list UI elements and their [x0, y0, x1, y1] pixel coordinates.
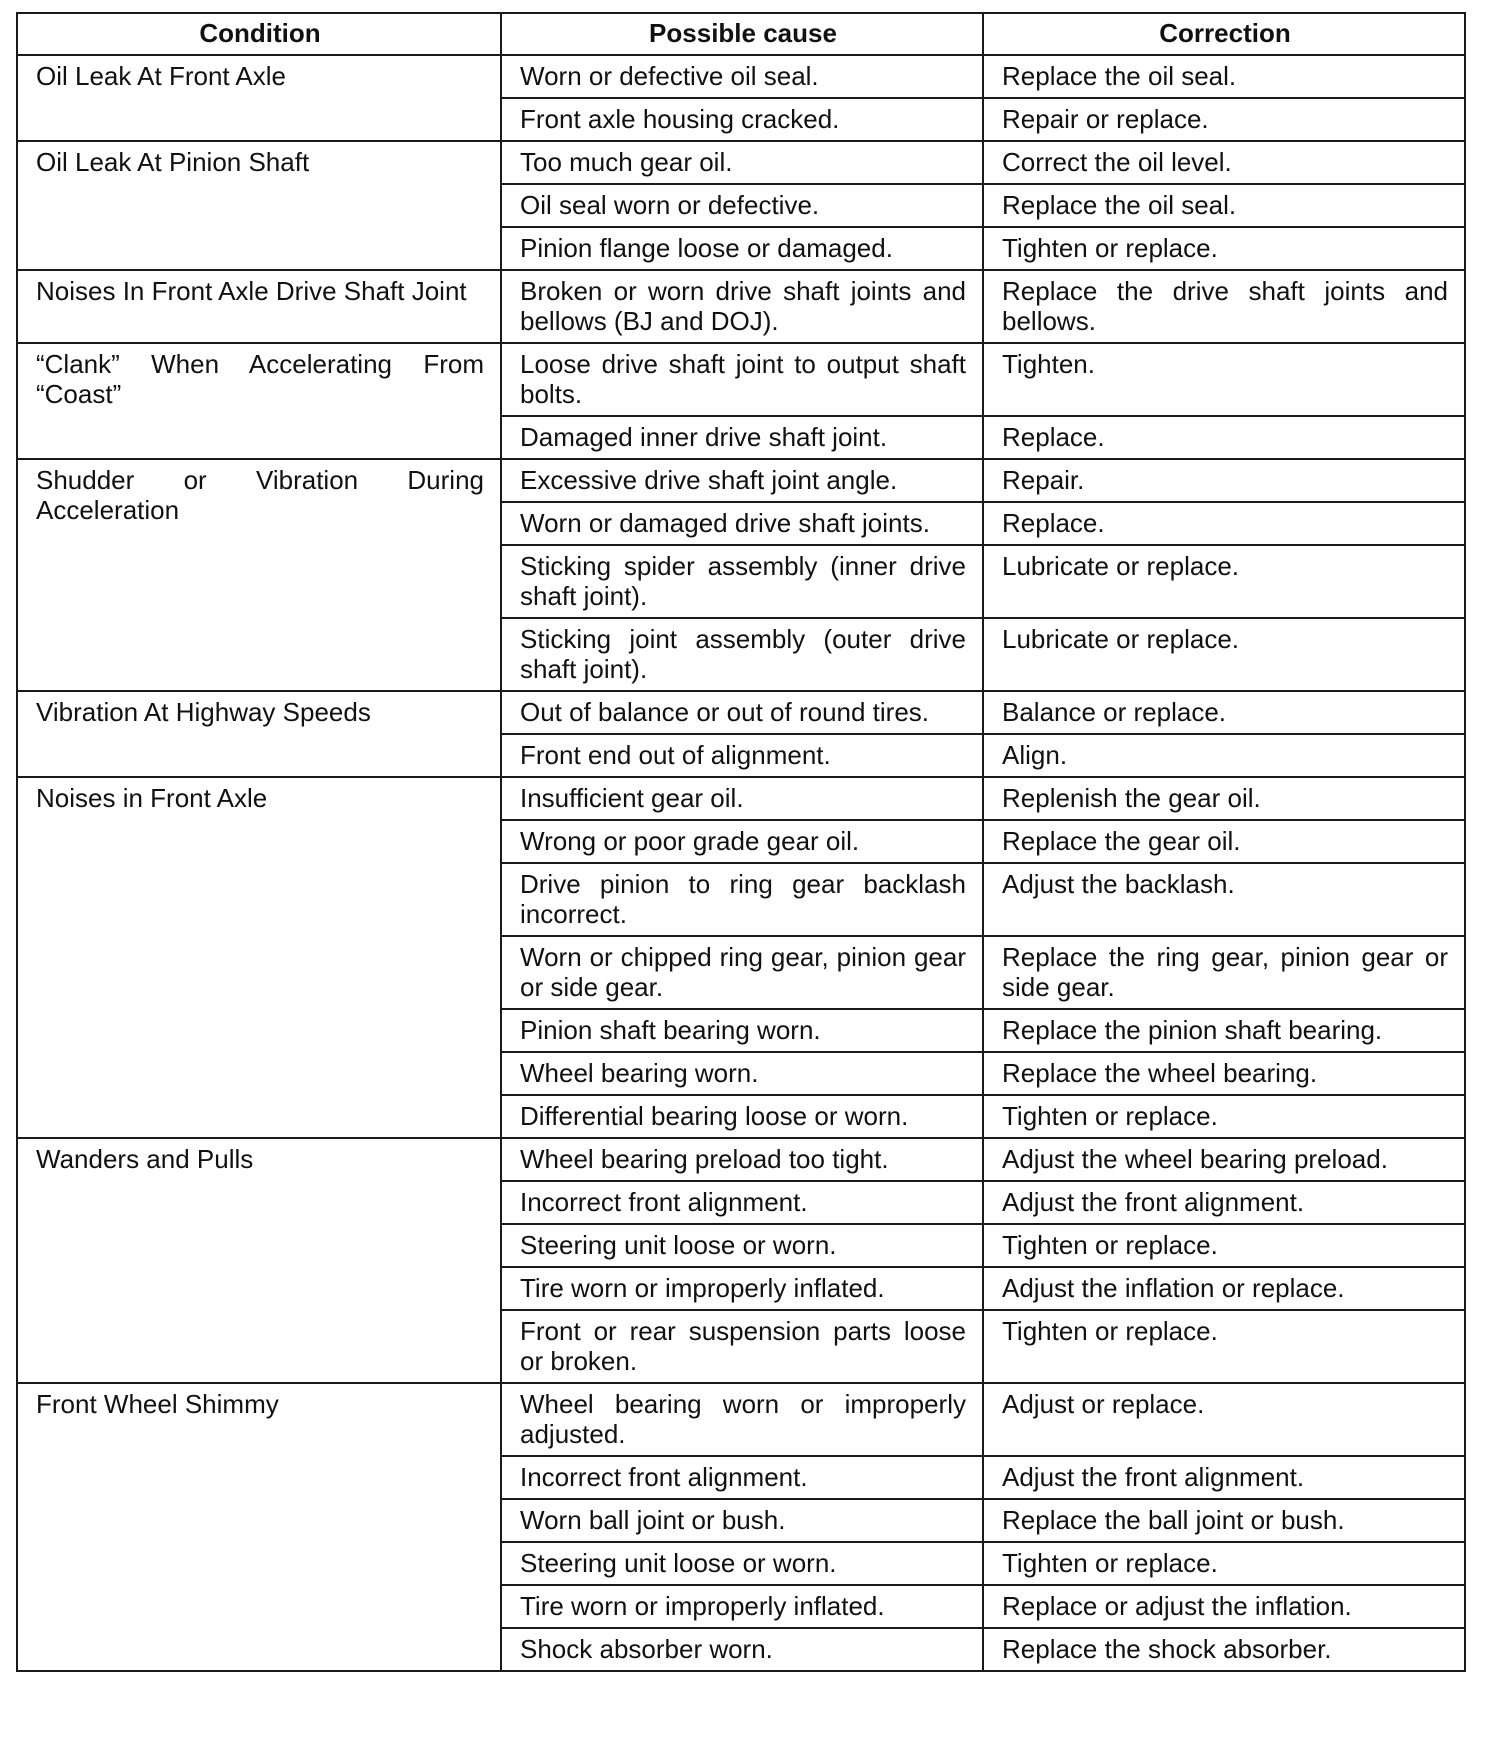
- correction-cell: Balance or replace.: [983, 691, 1465, 734]
- possible-cause-cell: Drive pinion to ring gear backlash incorrect.: [501, 863, 983, 936]
- possible-cause-cell: Tire worn or improperly inflated.: [501, 1267, 983, 1310]
- possible-cause-cell: Worn or defective oil seal.: [501, 55, 983, 98]
- possible-cause-cell: Too much gear oil.: [501, 141, 983, 184]
- possible-cause-cell: Differential bearing loose or worn.: [501, 1095, 983, 1138]
- correction-cell: Replace the ball joint or bush.: [983, 1499, 1465, 1542]
- header-row: [17, 13, 1465, 55]
- condition-cell: Shudder or Vibration During Acceleration: [17, 459, 501, 691]
- correction-cell: Adjust the front alignment.: [983, 1181, 1465, 1224]
- table-row: [17, 343, 1465, 416]
- possible-cause-cell: Worn or damaged drive shaft joints.: [501, 502, 983, 545]
- possible-cause-cell: Front or rear suspension parts loose or broken.: [501, 1310, 983, 1383]
- correction-cell: Replace or adjust the inflation.: [983, 1585, 1465, 1628]
- troubleshooting-sheet: [16, 12, 1464, 1672]
- correction-cell: Replace the shock absorber.: [983, 1628, 1465, 1671]
- possible-cause-cell: Incorrect front alignment.: [501, 1181, 983, 1224]
- condition-cell: Oil Leak At Front Axle: [17, 55, 501, 141]
- possible-cause-cell: Pinion shaft bearing worn.: [501, 1009, 983, 1052]
- possible-cause-cell: Steering unit loose or worn.: [501, 1224, 983, 1267]
- correction-cell: Align.: [983, 734, 1465, 777]
- correction-cell: Replace the drive shaft joints and bellows.: [983, 270, 1465, 343]
- table-row: [17, 459, 1465, 502]
- correction-cell: Adjust the wheel bearing preload.: [983, 1138, 1465, 1181]
- correction-cell: Tighten or replace.: [983, 1542, 1465, 1585]
- possible-cause-cell: Tire worn or improperly inflated.: [501, 1585, 983, 1628]
- possible-cause-cell: Out of balance or out of round tires.: [501, 691, 983, 734]
- condition-cell: Oil Leak At Pinion Shaft: [17, 141, 501, 270]
- correction-cell: Repair or replace.: [983, 98, 1465, 141]
- possible-cause-cell: Loose drive shaft joint to output shaft bolts.: [501, 343, 983, 416]
- possible-cause-cell: Front axle housing cracked.: [501, 98, 983, 141]
- correction-cell: Tighten or replace.: [983, 1095, 1465, 1138]
- possible-cause-cell: Sticking joint assembly (outer drive shaft joint).: [501, 618, 983, 691]
- possible-cause-cell: Steering unit loose or worn.: [501, 1542, 983, 1585]
- correction-cell: Replace the wheel bearing.: [983, 1052, 1465, 1095]
- possible-cause-cell: Wheel bearing worn or improperly adjusted.: [501, 1383, 983, 1456]
- correction-cell: Correct the oil level.: [983, 141, 1465, 184]
- header-possible-cause: Possible cause: [501, 13, 983, 55]
- correction-cell: Replace the ring gear, pinion gear or side gear.: [983, 936, 1465, 1009]
- correction-cell: Lubricate or replace.: [983, 618, 1465, 691]
- correction-cell: Replace the oil seal.: [983, 184, 1465, 227]
- table-row: [17, 141, 1465, 184]
- table-row: [17, 1383, 1465, 1456]
- possible-cause-cell: Oil seal worn or defective.: [501, 184, 983, 227]
- table-row: [17, 1138, 1465, 1181]
- correction-cell: Adjust the inflation or replace.: [983, 1267, 1465, 1310]
- condition-cell: Noises in Front Axle: [17, 777, 501, 1138]
- header-correction: Correction: [983, 13, 1465, 55]
- possible-cause-cell: Worn ball joint or bush.: [501, 1499, 983, 1542]
- table-row: [17, 55, 1465, 98]
- table-row: [17, 270, 1465, 343]
- correction-cell: Tighten or replace.: [983, 227, 1465, 270]
- correction-cell: Tighten.: [983, 343, 1465, 416]
- table-row: [17, 691, 1465, 734]
- correction-cell: Tighten or replace.: [983, 1310, 1465, 1383]
- correction-cell: Adjust the front alignment.: [983, 1456, 1465, 1499]
- condition-cell: Vibration At Highway Speeds: [17, 691, 501, 777]
- condition-cell: Noises In Front Axle Drive Shaft Joint: [17, 270, 501, 343]
- possible-cause-cell: Incorrect front alignment.: [501, 1456, 983, 1499]
- possible-cause-cell: Wheel bearing preload too tight.: [501, 1138, 983, 1181]
- correction-cell: Replace.: [983, 416, 1465, 459]
- possible-cause-cell: Front end out of alignment.: [501, 734, 983, 777]
- correction-cell: Adjust or replace.: [983, 1383, 1465, 1456]
- correction-cell: Replace the gear oil.: [983, 820, 1465, 863]
- troubleshooting-table: [16, 12, 1466, 1672]
- condition-cell: Front Wheel Shimmy: [17, 1383, 501, 1671]
- possible-cause-cell: Insufficient gear oil.: [501, 777, 983, 820]
- condition-cell: “Clank” When Accelerating From “Coast”: [17, 343, 501, 459]
- possible-cause-cell: Wrong or poor grade gear oil.: [501, 820, 983, 863]
- correction-cell: Replenish the gear oil.: [983, 777, 1465, 820]
- correction-cell: Repair.: [983, 459, 1465, 502]
- correction-cell: Lubricate or replace.: [983, 545, 1465, 618]
- condition-cell: Wanders and Pulls: [17, 1138, 501, 1383]
- header-condition: Condition: [17, 13, 501, 55]
- possible-cause-cell: Worn or chipped ring gear, pinion gear or side gear.: [501, 936, 983, 1009]
- table-row: [17, 777, 1465, 820]
- correction-cell: Adjust the backlash.: [983, 863, 1465, 936]
- correction-cell: Tighten or replace.: [983, 1224, 1465, 1267]
- table-body: [17, 55, 1465, 1671]
- correction-cell: Replace the oil seal.: [983, 55, 1465, 98]
- possible-cause-cell: Wheel bearing worn.: [501, 1052, 983, 1095]
- possible-cause-cell: Excessive drive shaft joint angle.: [501, 459, 983, 502]
- possible-cause-cell: Shock absorber worn.: [501, 1628, 983, 1671]
- possible-cause-cell: Damaged inner drive shaft joint.: [501, 416, 983, 459]
- correction-cell: Replace.: [983, 502, 1465, 545]
- correction-cell: Replace the pinion shaft bearing.: [983, 1009, 1465, 1052]
- possible-cause-cell: Sticking spider assembly (inner drive shaft joint).: [501, 545, 983, 618]
- possible-cause-cell: Pinion flange loose or damaged.: [501, 227, 983, 270]
- possible-cause-cell: Broken or worn drive shaft joints and bellows (BJ and DOJ).: [501, 270, 983, 343]
- table-header: [17, 13, 1465, 55]
